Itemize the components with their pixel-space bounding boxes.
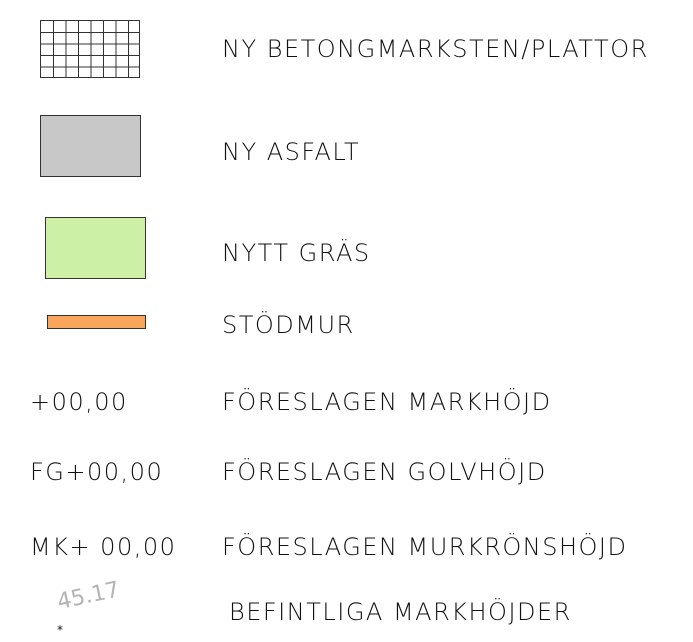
asphalt-swatch (40, 115, 141, 177)
retaining-wall-swatch (47, 315, 146, 329)
paving-grid-swatch (40, 20, 140, 78)
grass-swatch (45, 217, 146, 279)
legend-label-retaining-wall: STÖDMUR (222, 311, 355, 339)
legend-code-wall-crest-level: MK+ 00,00 (30, 533, 177, 561)
legend-label-existing-levels: BEFINTLIGA MARKHÖJDER (229, 598, 572, 626)
legend-label-paving: NY BETONGMARKSTEN/PLATTOR (222, 35, 649, 63)
legend-label-grass: NYTT GRÄS (222, 239, 371, 267)
legend-code-ground-level: +00,00 (30, 388, 128, 416)
legend-label-ground-level: FÖRESLAGEN MARKHÖJD (222, 388, 552, 416)
legend-label-wall-crest-level: FÖRESLAGEN MURKRÖNSHÖJD (222, 533, 628, 561)
spot-height-value: 45.17 (55, 577, 122, 615)
legend-code-floor-level: FG+00,00 (30, 458, 164, 486)
legend-label-floor-level: FÖRESLAGEN GOLVHÖJD (222, 458, 547, 486)
existing-spot-height-example (52, 577, 152, 642)
spot-height-marker-icon: * (57, 623, 63, 637)
legend-label-asphalt: NY ASFALT (222, 138, 361, 166)
